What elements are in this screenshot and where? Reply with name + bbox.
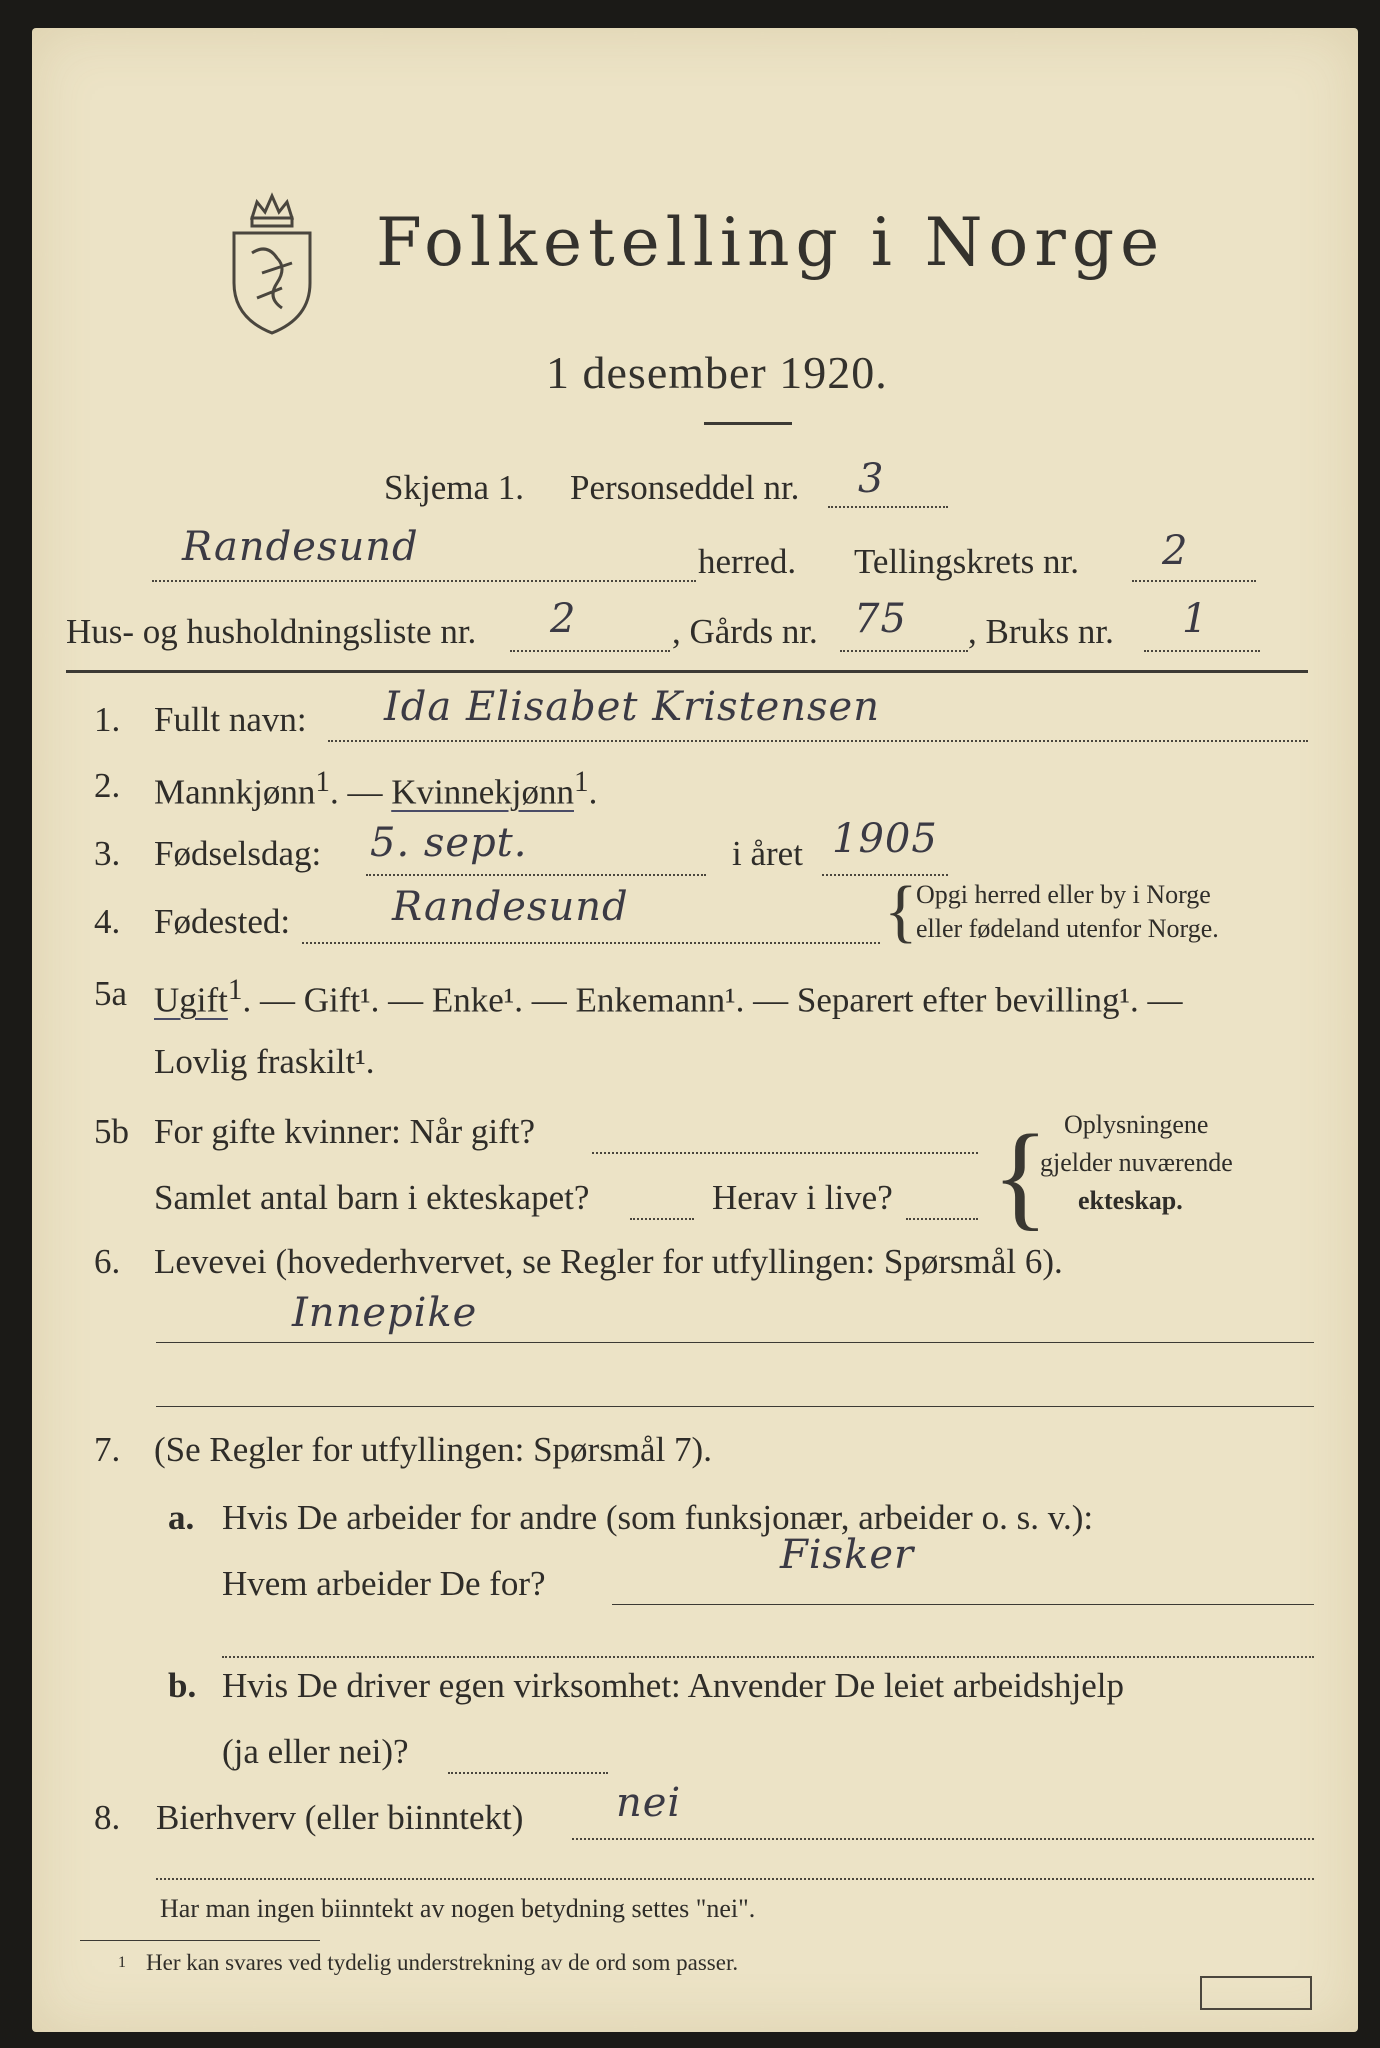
tellingskrets-label: Tellingskrets nr.: [854, 542, 1080, 581]
census-date: 1 desember 1920.: [546, 347, 888, 398]
q3-birth-day[interactable]: 5. sept.: [370, 820, 528, 866]
header-divider: [66, 670, 1308, 673]
gards-label: , Gårds nr.: [672, 612, 818, 651]
q5a-fraskilt-option[interactable]: Lovlig fraskilt¹.: [154, 1042, 375, 1081]
q7a-line1: [612, 1604, 1314, 1605]
q1-number: 1.: [94, 700, 121, 739]
q7b-question: (ja eller nei)?: [222, 1732, 409, 1771]
q5b-brace: {: [992, 1110, 1049, 1241]
tellingskrets-value[interactable]: 2: [1162, 528, 1189, 574]
q6-line2: [156, 1406, 1314, 1407]
q7a-line2: [222, 1656, 1314, 1658]
q7a-question: Hvem arbeider De for?: [222, 1564, 546, 1603]
q7a-letter: a.: [168, 1498, 195, 1537]
form-title: Folketelling i Norge: [376, 204, 1166, 281]
q5b-note1: Oplysningene: [1064, 1110, 1209, 1139]
coat-of-arms-icon: [222, 188, 322, 338]
hus-value[interactable]: 2: [550, 596, 577, 642]
bruks-value[interactable]: 1: [1182, 596, 1209, 642]
hus-label: Hus- og husholdningsliste nr.: [66, 612, 477, 651]
q6-occupation[interactable]: Innepike: [292, 1290, 478, 1336]
herred-value[interactable]: Randesund: [182, 524, 419, 570]
printer-stamp-icon: [1200, 1976, 1312, 2010]
q5b-alive-line: [906, 1218, 978, 1220]
q5a-ugift-option[interactable]: Ugift: [154, 980, 228, 1020]
q7a-employer[interactable]: Fisker: [780, 1532, 915, 1578]
q2-male-option[interactable]: Mannkjønn: [154, 772, 316, 812]
q1-label: Fullt navn:: [154, 700, 307, 739]
q8-label: Bierhverv (eller biinntekt): [156, 1798, 524, 1837]
herred-line: [152, 580, 696, 582]
q8-side-income[interactable]: nei: [616, 1780, 682, 1826]
q5b-married-label: For gifte kvinner: Når gift?: [154, 1112, 536, 1151]
q6-label: Levevei (hovederhvervet, se Regler for utfyllingen: Spørsmål 6).: [154, 1242, 1063, 1281]
q6-line1: [156, 1342, 1314, 1343]
title-rule: [704, 422, 792, 425]
tellingskrets-line: [1132, 580, 1256, 582]
footnote-number: 1: [118, 1954, 126, 1971]
q7b-text: Hvis De driver egen virksomhet: Anvender De leiet arbeidshjelp: [222, 1666, 1124, 1705]
q8-line: [572, 1838, 1314, 1840]
q2-sex-options: Mannkjønn$^1$. — Kvinnekjønn$^1$.: [154, 766, 598, 812]
q3-year-label: i året: [732, 834, 803, 873]
footnote-rule: [80, 1940, 320, 1941]
q5b-alive-label: Herav i live?: [712, 1178, 893, 1217]
q5b-children-label: Samlet antal barn i ekteskapet?: [154, 1178, 590, 1217]
q7-number: 7.: [94, 1430, 121, 1469]
q5b-married-line: [592, 1152, 978, 1154]
skjema-label: Skjema 1.: [384, 468, 524, 507]
q1-line: [328, 740, 1308, 742]
q3-day-line: [366, 874, 706, 876]
personseddel-value[interactable]: 3: [858, 456, 885, 502]
q4-note-line1: Opgi herred eller by i Norge: [916, 880, 1211, 909]
gards-value[interactable]: 75: [854, 596, 907, 642]
q2-number: 2.: [94, 766, 121, 805]
q6-number: 6.: [94, 1242, 121, 1281]
q3-label: Fødselsdag:: [154, 834, 322, 873]
q4-line: [302, 942, 880, 944]
q5a-options: Ugift$^1$. — Gift¹. — Enke¹. — Enkemann¹. — Separert efter bevilling¹. —: [154, 974, 1183, 1020]
q4-note-line2: eller fødeland utenfor Norge.: [916, 914, 1219, 943]
hus-line: [510, 650, 670, 652]
q3-number: 3.: [94, 834, 121, 873]
q8-line2: [156, 1878, 1314, 1880]
herred-label: herred.: [698, 542, 797, 581]
q4-birthplace[interactable]: Randesund: [392, 884, 629, 930]
q4-label: Fødested:: [154, 902, 291, 941]
q5b-note3: ekteskap.: [1078, 1186, 1183, 1215]
q3-birth-year[interactable]: 1905: [832, 816, 938, 862]
footnote-text: Her kan svares ved tydelig understrekning av de ord som passer.: [146, 1950, 739, 1975]
footer-note: Har man ingen biinntekt av nogen betydning settes "nei".: [160, 1894, 756, 1923]
gards-line: [840, 650, 968, 652]
q5b-number: 5b: [94, 1112, 129, 1151]
personseddel-label: Personseddel nr.: [570, 468, 800, 507]
q5b-children-line: [630, 1218, 694, 1220]
q2-female-option[interactable]: Kvinnekjønn: [391, 772, 574, 812]
q5a-number: 5a: [94, 974, 128, 1013]
q4-number: 4.: [94, 902, 121, 941]
q8-number: 8.: [94, 1798, 121, 1837]
q7-label: (Se Regler for utfyllingen: Spørsmål 7).: [154, 1430, 712, 1469]
bruks-label: , Bruks nr.: [968, 612, 1114, 651]
q7b-line: [448, 1772, 608, 1774]
census-form-page: [32, 28, 1358, 2032]
personseddel-line: [828, 506, 948, 508]
q1-full-name[interactable]: Ida Elisabet Kristensen: [384, 684, 880, 730]
q5b-note2: gjelder nuværende: [1040, 1148, 1233, 1177]
bruks-line: [1144, 650, 1260, 652]
q4-brace: {: [884, 873, 918, 950]
q7b-letter: b.: [168, 1666, 197, 1705]
q7a-text: Hvis De arbeider for andre (som funksjonær, arbeider o. s. v.):: [222, 1498, 1094, 1537]
